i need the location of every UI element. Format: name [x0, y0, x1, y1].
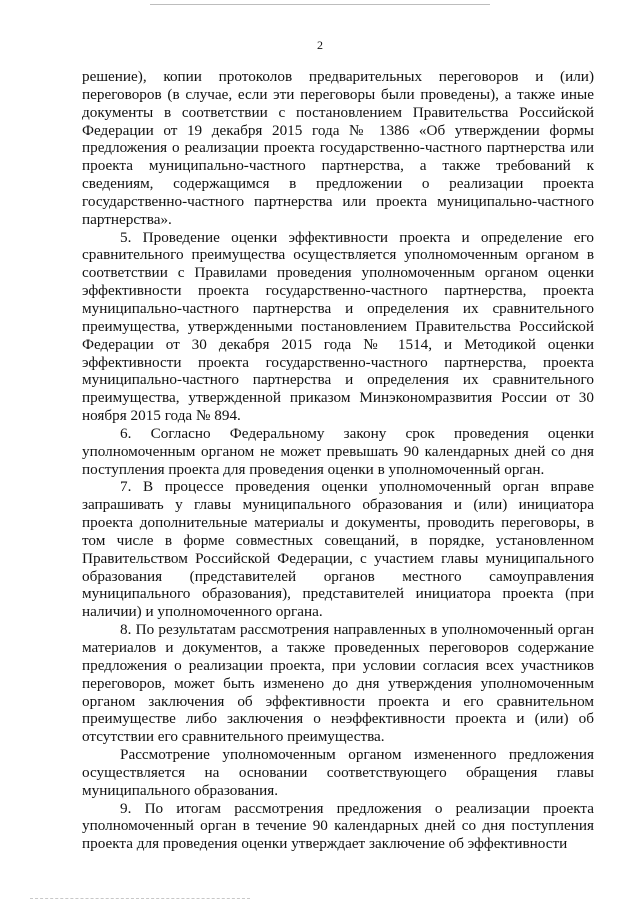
paragraph-7: 7. В процессе проведения оценки уполномоченный орган вправе запрашивать у главы муниципального образования и (или) инициатора проекта дополнительные материалы и документы, проводить переговоры, в том числе в форме совместных совещаний, в порядке, установленном Правительством Российской Федерации, с участием главы муниципального образования (представителей органов местного самоуправления муниципального образования), представителей инициатора проекта (при наличии) и уполномоченного органа.: [82, 478, 594, 621]
top-scan-rule: [150, 4, 490, 5]
paragraph-continuation: решение), копии протоколов предварительных переговоров и (или) переговоров (в случае, если эти переговоры были проведены), а также иные документы в соответствии с постановлением Правительства Российской Федерации от 19 декабря 2015 года № 1386 «Об утверждении формы предложения о реализации проекта государственно-частного партнерства или проекта муниципально-частного партнерства, а также требований к сведениям, содержащимся в предложении о реализации проекта государственно-частного партнерства или проекта муниципально-частного партнерства».: [82, 68, 594, 228]
document-body: [82, 68, 594, 853]
paragraph-9: 9. По итогам рассмотрения предложения о реализации проекта уполномоченный орган в течение 90 календарных дней со дня поступления проекта для проведения оценки утверждает заключение об эффективности: [82, 799, 594, 853]
paragraph-6: 6. Согласно Федеральному закону срок проведения оценки уполномоченным органом не может превышать 90 календарных дней со дня поступления проекта для проведения оценки в уполномоченный орган.: [82, 424, 594, 478]
page-number: 2: [317, 38, 323, 52]
paragraph-8-addendum: Рассмотрение уполномоченным органом измененного предложения осуществляется на основании соответствующего обращения главы муниципального образования.: [82, 746, 594, 799]
paragraph-5: 5. Проведение оценки эффективности проекта и определение его сравнительного преимущества осуществляется уполномоченным органом в соответствии с Правилами проведения уполномоченным органом оценки эффективности проекта государственно-частного партнерства, проекта муниципально-частного партнерства и определения их сравнительного преимущества, утвержденными постановлением Правительства Российской Федерации от 30 декабря 2015 года № 1514, и Методикой оценки эффективности проекта государственно-частного партнерства, проекта муниципально-частного партнерства и определения их сравнительного преимущества, утвержденной приказом Минэкономразвития России от 30 ноября 2015 года № 894.: [82, 228, 594, 425]
paragraph-8: 8. По результатам рассмотрения направленных в уполномоченный орган материалов и документов, а также проведенных переговоров содержание предложения о реализации проекта, при условии согласия всех участников переговоров, может быть изменено до дня утверждения уполномоченным органом заключения об эффективности проекта и его сравнительном преимуществе либо заключения о неэффективности проекта и (или) об отсутствии его сравнительного преимущества.: [82, 621, 594, 746]
bottom-scan-rule: [30, 898, 250, 899]
